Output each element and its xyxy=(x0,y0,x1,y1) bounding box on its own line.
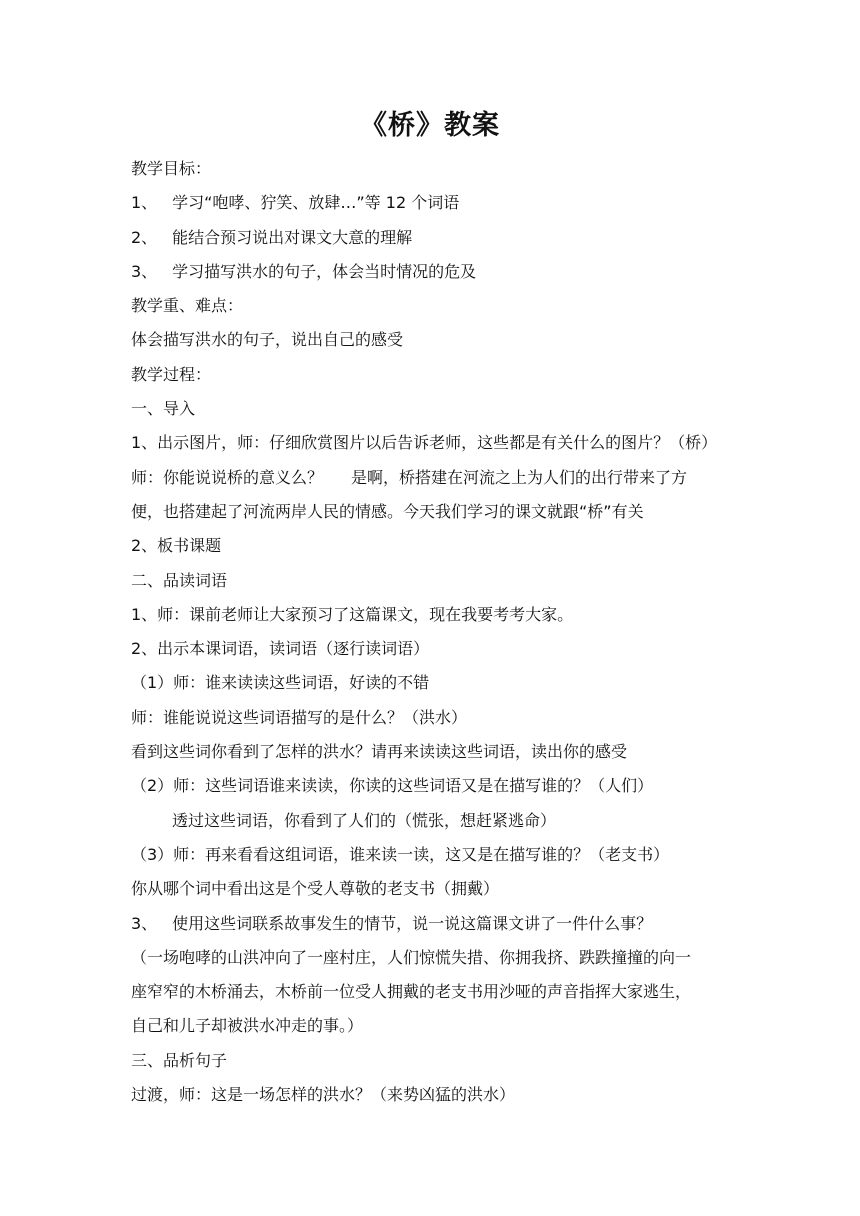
text-line: 座窄窄的木桥涌去，木桥前一位受人拥戴的老支书用沙哑的声音指挥大家逃生， xyxy=(131,982,692,1002)
section-heading: 三、品析句子 xyxy=(131,1050,228,1070)
section-heading: 一、导入 xyxy=(131,399,196,419)
list-text: 能结合预习说出对课文大意的理解 xyxy=(172,227,413,247)
text-line: 2、出示本课词语，读词语（逐行读词语） xyxy=(131,639,430,659)
text-line: 便，也搭建起了河流两岸人民的情感。今天我们学习的课文就跟“桥”有关 xyxy=(131,501,644,521)
text-line: 1、出示图片，师：仔细欣赏图片以后告诉老师，这些都是有关什么的图片？（桥） xyxy=(131,433,718,453)
text-segment: 是啊，桥搭建在河流之上为人们的出行带来了方 xyxy=(351,467,688,487)
text-line: 自己和儿子却被洪水冲走的事。） xyxy=(131,1016,364,1036)
document-body xyxy=(131,152,731,1112)
text-line: 你从哪个词中看出这是个受人尊敬的老支书（拥戴） xyxy=(131,879,500,899)
objective-item-1 xyxy=(131,186,731,220)
list-text: 学习描写洪水的句子，体会当时情况的危及 xyxy=(172,261,477,281)
text-segment: 师：你能说说桥的意义么？ xyxy=(131,467,324,487)
text-line xyxy=(131,461,731,495)
text-line: 2、板书课题 xyxy=(131,536,222,556)
activity-item-3 xyxy=(131,907,731,941)
objective-item-2 xyxy=(131,221,731,255)
text-line: 1、师：课前老师让大家预习了这篇课文，现在我要考考大家。 xyxy=(131,604,574,624)
text-line: （2）师：这些词语谁来读读，你读的这些词语又是在描写谁的？（人们） xyxy=(131,776,654,796)
list-number: 3、 xyxy=(131,261,158,281)
section-heading: 二、品读词语 xyxy=(131,570,228,590)
text-line: 体会描写洪水的句子，说出自己的感受 xyxy=(131,330,404,350)
text-line: 过渡，师：这是一场怎样的洪水？（来势凶猛的洪水） xyxy=(131,1085,516,1105)
section-heading: 教学过程： xyxy=(131,364,212,384)
text-line: 师：谁能说说这些词语描写的是什么？（洪水） xyxy=(131,707,468,727)
text-line: （1）师：谁来读读这些词语，好读的不错 xyxy=(131,673,430,693)
text-line: （一场咆哮的山洪冲向了一座村庄，人们惊慌失措、你拥我挤、跌跌撞撞的向一 xyxy=(131,947,692,967)
text-line: （3）师：再来看看这组词语，谁来读一读，这又是在描写谁的？（老支书） xyxy=(131,844,670,864)
list-number: 3、 xyxy=(131,913,158,933)
list-number: 1、 xyxy=(131,193,158,213)
objective-item-3 xyxy=(131,255,731,289)
document-title: 《桥》教案 xyxy=(360,110,500,141)
section-heading: 教学重、难点： xyxy=(131,296,244,316)
list-number: 2、 xyxy=(131,227,158,247)
text-line: 教学目标： xyxy=(131,159,212,178)
list-text: 使用这些词联系故事发生的情节，说一说这篇课文讲了一件什么事？ xyxy=(172,913,653,933)
text-line: 看到这些词你看到了怎样的洪水？请再来读读这些词语，读出你的感受 xyxy=(131,742,628,762)
text-line-indented: 透过这些词语，你看到了人们的（慌张，想赶紧逃命） xyxy=(172,810,557,830)
list-text: 学习“咆哮、狞笑、放肆…”等 12 个词语 xyxy=(172,193,460,213)
